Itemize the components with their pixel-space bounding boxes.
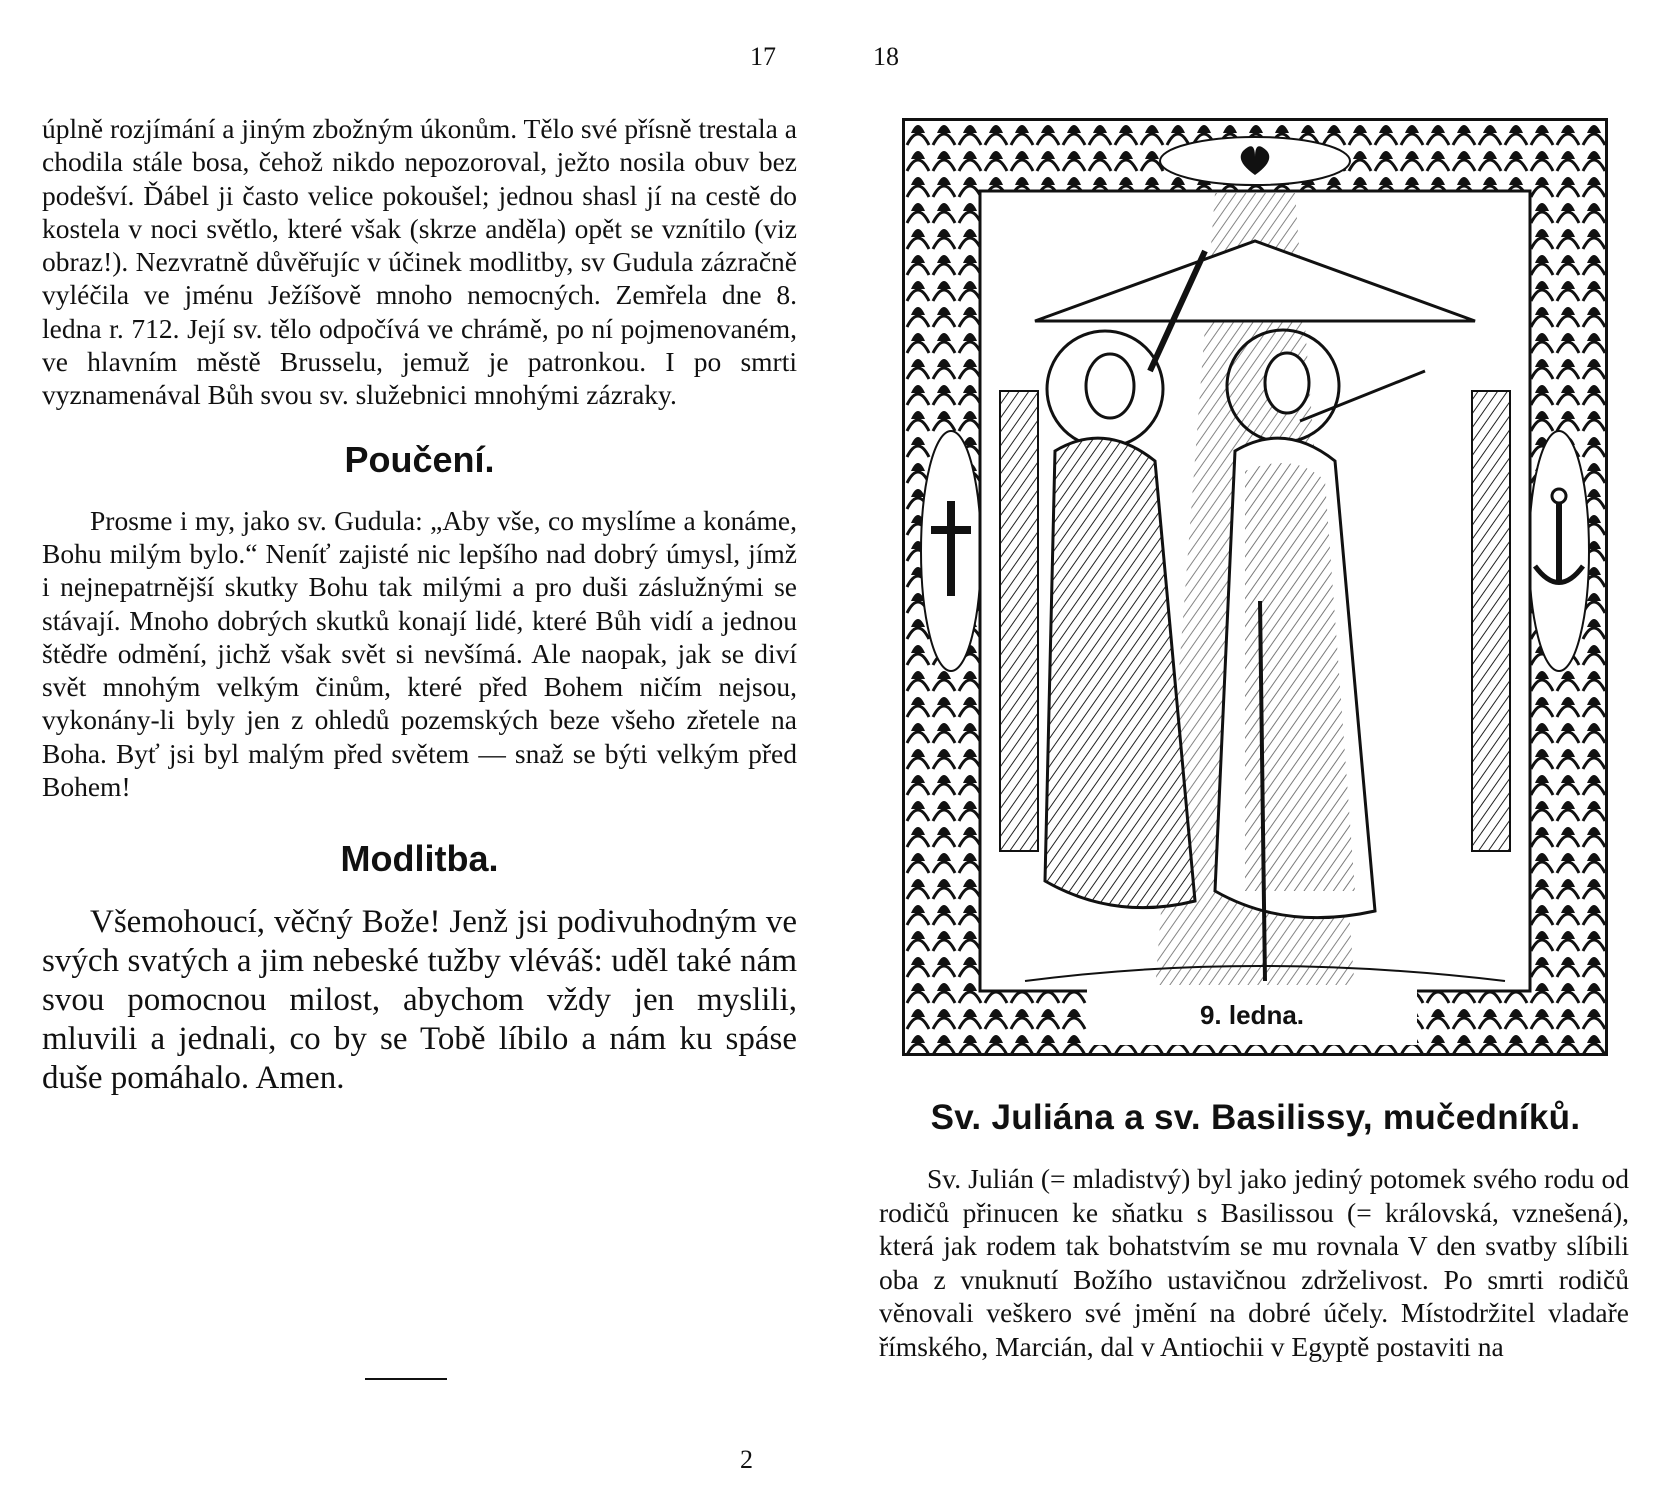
heading-pouceni: Poučení. xyxy=(344,438,495,480)
right-page-text xyxy=(879,1162,1629,1364)
anchor-medallion-icon xyxy=(1529,431,1589,671)
page-number-left: 17 xyxy=(750,42,776,71)
cross-medallion-icon xyxy=(921,431,981,671)
right-body-paragraph: Sv. Julián (= mladistvý) byl jako jediný potomek svého rodu od rodičů přinucen ke sňatku s Basilissou (= královská, vznešená), která jak rodem tak bohatstvím se mu rovnala V den svatby slíbili oba z vnuknutí Božího ustavičnou zdrželivost. Po smrti rodičů věnovali veškero své jmění na dobré účely. Místodržitel vladaře římského, Marcián, dal v Antiochii v Egyptě postaviti na xyxy=(879,1163,1629,1362)
page-number-footer: 2 xyxy=(740,1445,753,1474)
lesson-paragraph: Prosme i my, jako sv. Gudula: „Aby vše, co myslíme a konáme, Bohu milým bylo.“ Neníť zajisté nic lepšího nad dobrý úmysl, jímž i nejnepatrnější skutky Bohu tak milými a pro duši záslužnými se stávají. Mnoho dobrých skutků konají lidé, které Bůh vidí a jednou štědře odmění, jichž však svět si nevšímá. Ale naopak, jak se diví svět mnohým velkým činům, které před Bohem ničím nejsou, vykonány-li byly jen z ohledů pozemských beze všeho zřetele na Boha. Byť jsi byl malým před světem — snaž se býti velkým před Bohem! xyxy=(42,504,797,803)
heading-modlitba: Modlitba. xyxy=(340,838,499,880)
intro-paragraph: úplně rozjímání a jiným zbožným úkonům. Tělo své přísně trestala a chodila stále bosa, čehož nikdo nepozoroval, ježto nosila obuv bez podešví. Ďábel ji často velice pokoušel; jednou shasl jí na cestě do kostela v noci světlo, které však (skrze anděla) opět se vznítilo (viz obraz!). Nezvratně důvěřujíc v účinek modlitby, sv Gudula zázračně vyléčila ve jménu Ježíšově mnoho nemocných. Zemřela dne 8. ledna r. 712. Její sv. tělo odpočívá ve chrámě, po ní pojmenovaném, ve hlavním městě Brusselu, jemuž je patronkou. I po smrti vyznamenával Bůh svou sv. služebnici mnohými zázraky. xyxy=(42,113,797,411)
page-number-right: 18 xyxy=(873,42,899,71)
left-page-text xyxy=(42,112,797,1098)
chapter-title: Sv. Juliána a sv. Basilissy, mučedníků. xyxy=(930,1098,1581,1137)
heart-emblem-icon xyxy=(1160,137,1350,185)
illustration-plate xyxy=(902,118,1608,1056)
saints-illustration xyxy=(905,121,1605,1053)
section-divider xyxy=(365,1378,447,1380)
prayer-paragraph: Všemohoucí, věčný Bože! Jenž jsi podivuhodným ve svých svatých a jim nebeské tužby vléváš: uděl také nám svou pomocnou milost, abychom vždy jen myslili, mluvili a jednali, co by se Tobě líbilo a nám ku spáse duše pomáhalo. Amen. xyxy=(42,904,797,1097)
plate-caption: 9. ledna. xyxy=(1087,985,1417,1045)
